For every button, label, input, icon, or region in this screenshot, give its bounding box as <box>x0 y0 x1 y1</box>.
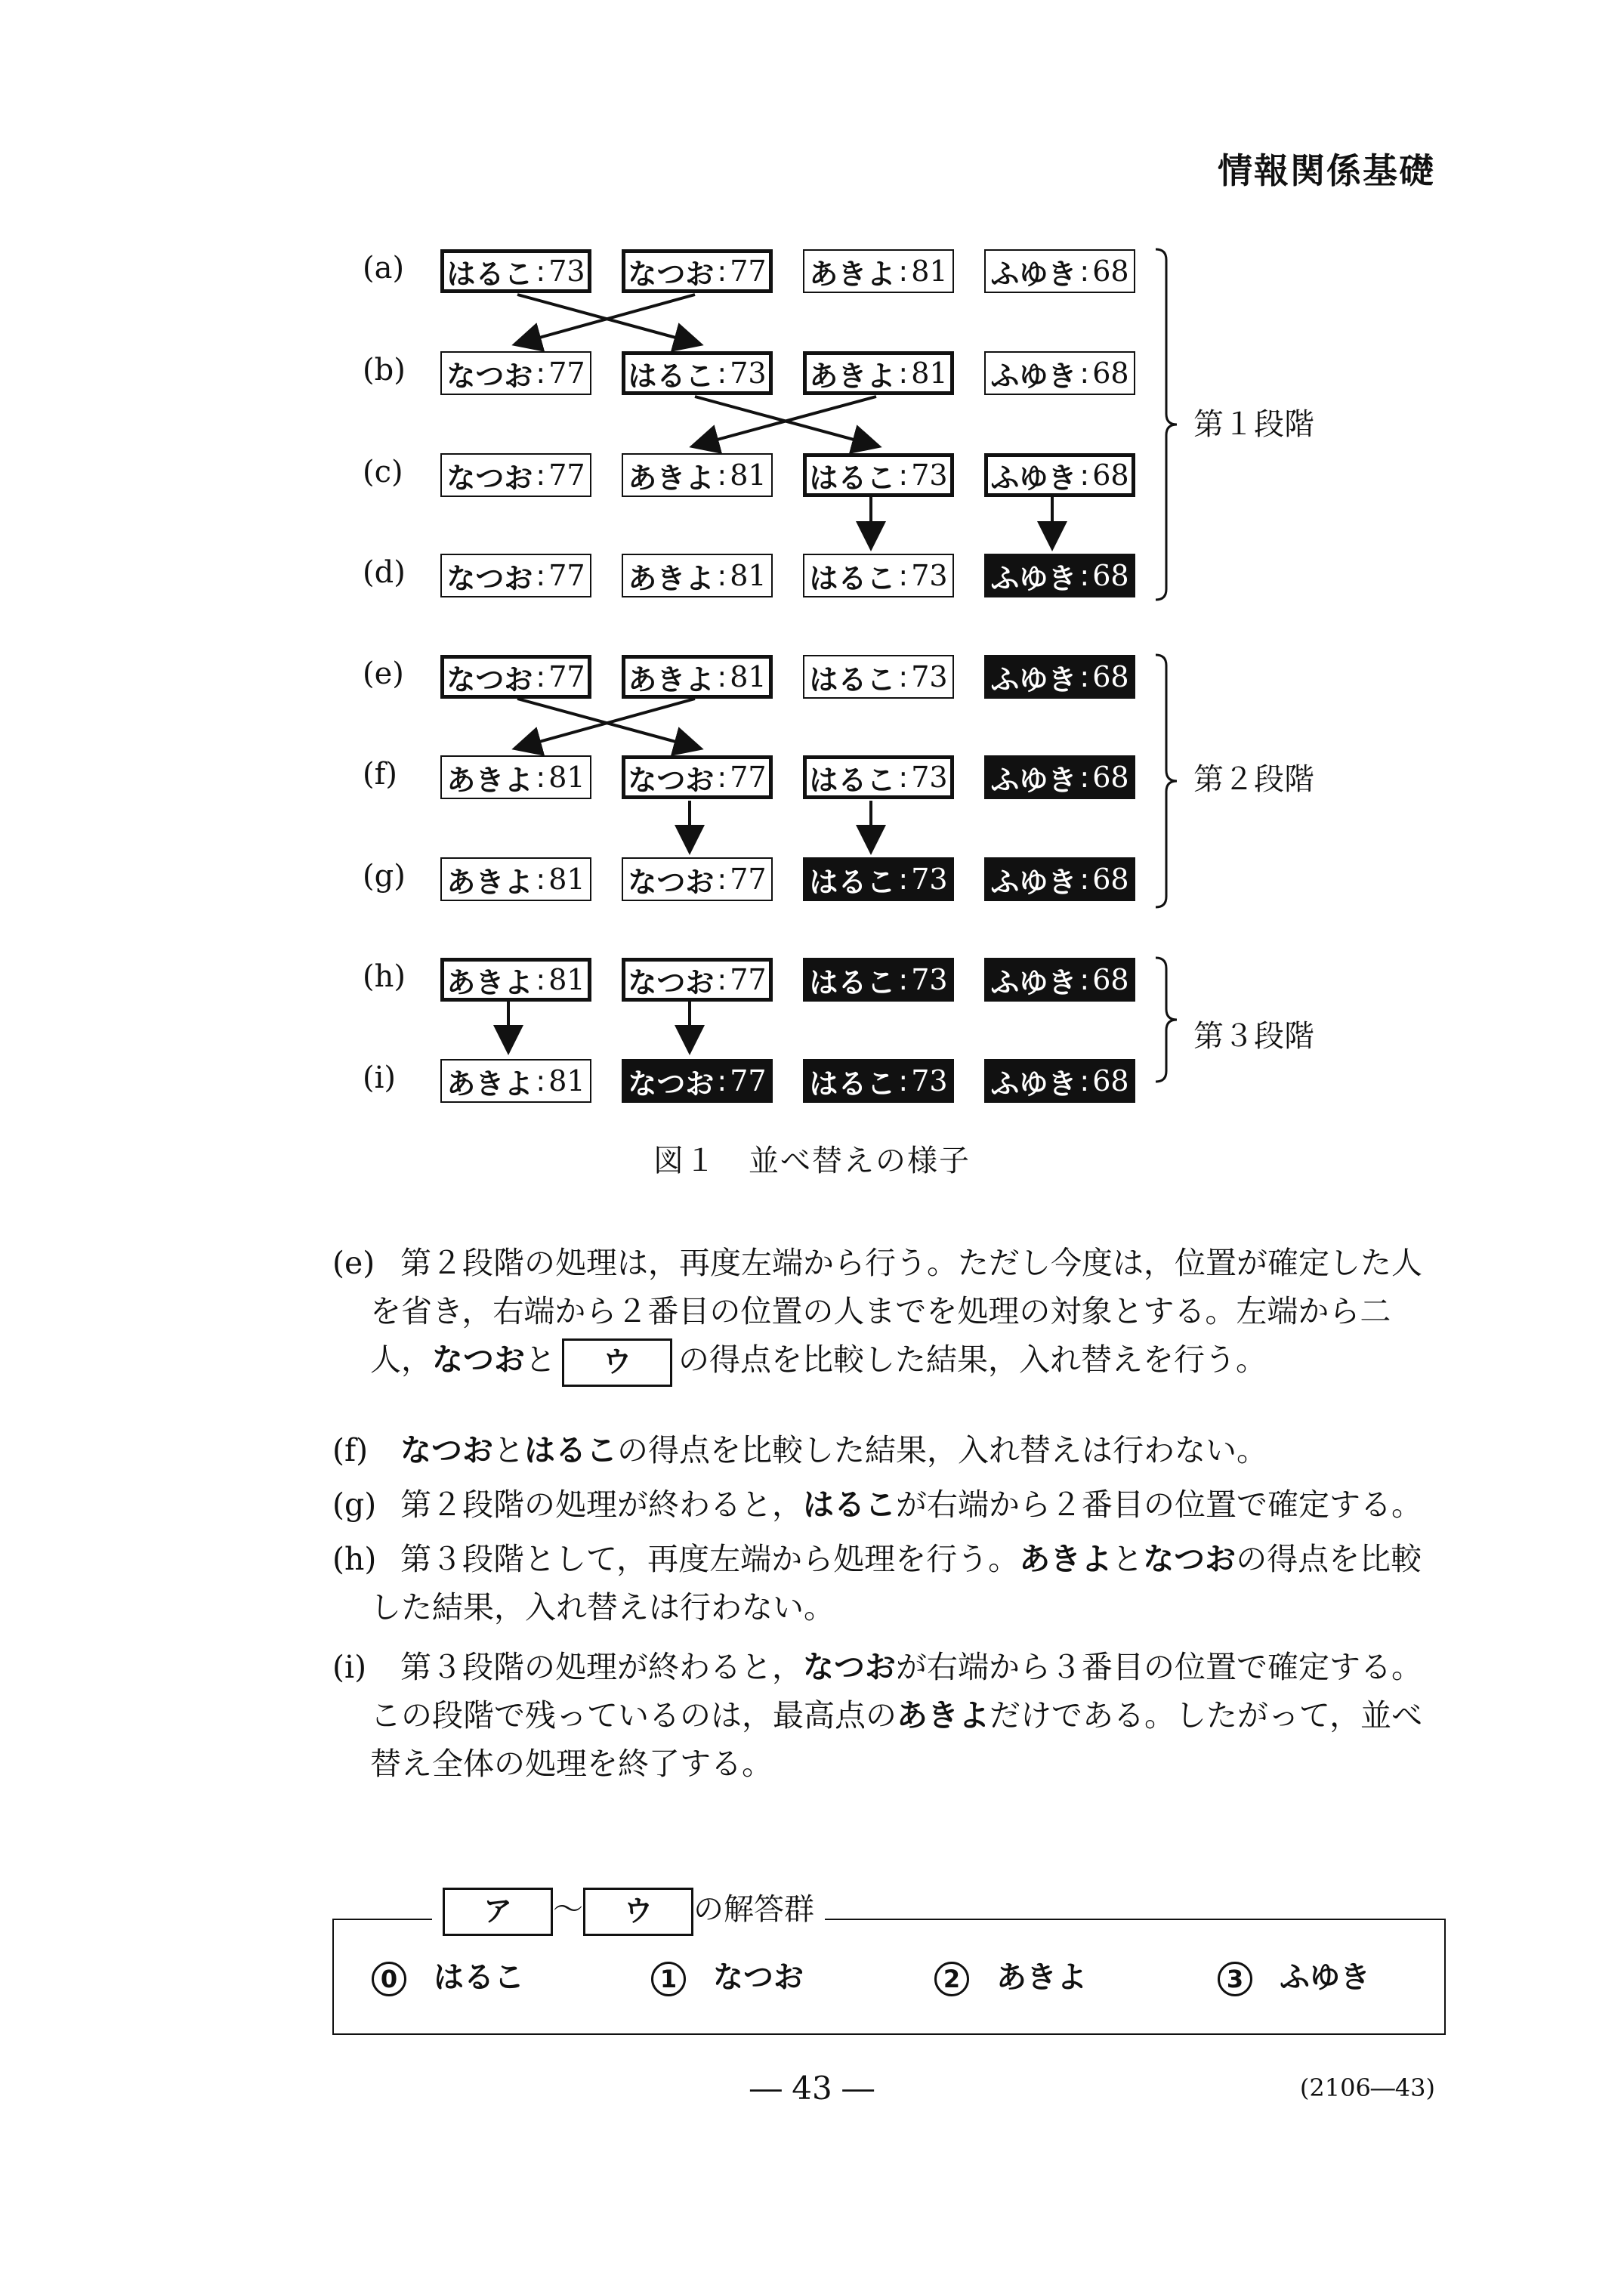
person-name: はるこ <box>809 1067 896 1101</box>
step-text-line3 <box>370 1335 1450 1387</box>
step-text <box>400 1426 1450 1474</box>
step-e <box>332 1239 1450 1387</box>
step-g <box>332 1480 1450 1529</box>
person-score: 77 <box>548 559 585 592</box>
person-name: はるこ <box>809 763 896 797</box>
step-text: 替え全体の処理を終了する。 <box>370 1746 773 1782</box>
person-name: はるこ <box>628 359 715 393</box>
stage-brace <box>1156 655 1177 907</box>
option-number: 1 <box>651 1962 686 1996</box>
separator: : <box>898 458 909 492</box>
step-tag: (i) <box>332 1649 367 1685</box>
person-score: 81 <box>730 559 767 592</box>
person-score: 73 <box>911 761 948 794</box>
bold-name: なつお <box>432 1342 525 1378</box>
person-name: なつお <box>628 865 715 899</box>
person-name: あきよ <box>809 359 896 393</box>
person-score: 77 <box>548 357 585 390</box>
separator: : <box>717 660 727 693</box>
subject-title: 情報関係基礎 <box>1218 150 1435 191</box>
separator: : <box>717 761 727 794</box>
separator: : <box>717 1064 727 1098</box>
person-score: 77 <box>730 1064 767 1098</box>
answer-box-a: ア <box>443 1888 553 1936</box>
row-label: (e) <box>363 656 404 691</box>
person-name: ふゆき <box>990 965 1077 999</box>
bold-name: あきよ <box>1019 1541 1113 1577</box>
person-score: 73 <box>911 660 948 693</box>
step-text <box>370 1691 1450 1740</box>
separator: : <box>1079 458 1090 492</box>
person-name: あきよ <box>446 763 533 797</box>
person-score: 77 <box>548 660 585 693</box>
answer-group <box>332 1892 1446 2035</box>
step-tag: (g) <box>332 1487 377 1523</box>
separator: : <box>898 761 909 794</box>
person-score: 68 <box>1092 863 1129 896</box>
figure-arrows <box>0 0 1624 1133</box>
person-score: 77 <box>730 255 767 288</box>
answer-option-1[interactable] <box>651 1953 804 1996</box>
step-tag: (f) <box>332 1432 369 1468</box>
person-score: 81 <box>548 863 585 896</box>
step-text <box>400 1480 1450 1529</box>
person-name: なつお <box>628 1067 715 1101</box>
person-score: 73 <box>911 963 948 996</box>
person-name: ふゆき <box>990 763 1077 797</box>
person-name: ふゆき <box>990 561 1077 595</box>
answer-box-u: ウ <box>583 1888 693 1936</box>
separator: : <box>717 963 727 996</box>
step-h <box>332 1535 1450 1632</box>
separator: : <box>1079 761 1090 794</box>
row-label: (h) <box>363 959 406 994</box>
person-score: 77 <box>730 761 767 794</box>
person-score: 73 <box>548 255 585 288</box>
option-number: 2 <box>934 1962 969 1996</box>
person-score: 81 <box>548 761 585 794</box>
person-name: はるこ <box>809 561 896 595</box>
separator: : <box>1079 1064 1090 1098</box>
separator: : <box>898 1064 909 1098</box>
person-score: 68 <box>1092 1064 1129 1098</box>
separator: : <box>898 255 909 288</box>
person-name: ふゆき <box>990 257 1077 291</box>
separator: : <box>717 255 727 288</box>
person-score: 73 <box>911 458 948 492</box>
separator: : <box>1079 863 1090 896</box>
bold-name: なつお <box>803 1649 896 1685</box>
person-score: 77 <box>730 863 767 896</box>
separator: : <box>536 559 546 592</box>
row-label: (f) <box>363 757 398 792</box>
separator: : <box>536 458 546 492</box>
separator: : <box>898 963 909 996</box>
bold-name: なつお <box>1143 1541 1237 1577</box>
person-score: 73 <box>911 863 948 896</box>
separator: : <box>1079 963 1090 996</box>
answer-option-2[interactable] <box>934 1953 1087 1996</box>
text-part: が右端から２番目の位置で確定する。 <box>896 1487 1422 1523</box>
tilde: ～ <box>553 1892 583 1927</box>
person-name: ふゆき <box>990 461 1077 495</box>
answer-box-u: ウ <box>562 1338 672 1387</box>
step-tag: (e) <box>332 1245 375 1281</box>
separator: : <box>1079 255 1090 288</box>
text-part: の得点を比較した結果，入れ替えは行わない。 <box>617 1432 1267 1468</box>
person-score: 68 <box>1092 963 1129 996</box>
text-part: 第２段階の処理が終わると， <box>400 1487 803 1523</box>
person-score: 73 <box>730 357 767 390</box>
separator: : <box>536 357 546 390</box>
separator: : <box>898 660 909 693</box>
row-label: (d) <box>363 555 406 590</box>
page-code: (2106―43) <box>1299 2073 1435 2102</box>
answer-group-suffix: の解答群 <box>693 1892 814 1927</box>
separator: : <box>536 761 546 794</box>
person-name: あきよ <box>809 257 896 291</box>
step-text: した結果，入れ替えは行わない。 <box>370 1589 835 1626</box>
separator: : <box>1079 357 1090 390</box>
person-score: 81 <box>911 255 948 288</box>
stage-label-3: 第３段階 <box>1193 1019 1314 1054</box>
person-score: 81 <box>730 660 767 693</box>
person-name: はるこ <box>809 865 896 899</box>
row-label: (i) <box>363 1061 397 1095</box>
person-name: はるこ <box>809 662 896 696</box>
stage-label-1: 第１段階 <box>1193 407 1314 442</box>
separator: : <box>898 357 909 390</box>
person-name: あきよ <box>446 1067 533 1101</box>
person-name: あきよ <box>446 865 533 899</box>
step-f <box>332 1426 1450 1474</box>
person-score: 73 <box>911 1064 948 1098</box>
person-name: はるこ <box>809 461 896 495</box>
step-tag: (h) <box>332 1541 377 1577</box>
person-score: 77 <box>730 963 767 996</box>
text-part: の得点を比較した結果，入れ替えを行う。 <box>678 1342 1267 1378</box>
person-name: あきよ <box>628 461 715 495</box>
stage-label-2: 第２段階 <box>1193 762 1314 797</box>
bold-name: はるこ <box>524 1432 617 1468</box>
separator: : <box>898 863 909 896</box>
person-name: なつお <box>446 359 533 393</box>
person-score: 68 <box>1092 660 1129 693</box>
person-score: 81 <box>730 458 767 492</box>
person-name: あきよ <box>628 561 715 595</box>
option-number: 3 <box>1218 1962 1252 1996</box>
step-text <box>400 1535 1450 1583</box>
person-name: ふゆき <box>990 1067 1077 1101</box>
option-label: はるこ <box>434 1960 524 1995</box>
separator: : <box>536 863 546 896</box>
separator: : <box>1079 559 1090 592</box>
stage-brace <box>1156 958 1177 1082</box>
separator: : <box>717 863 727 896</box>
row-label: (a) <box>363 251 405 286</box>
step-text: を省き，右端から２番目の位置の人までを処理の対象とする。左端から二 <box>370 1293 1391 1329</box>
row-label: (c) <box>363 455 403 489</box>
page-number: ― 43 ― <box>749 2070 875 2107</box>
person-name: ふゆき <box>990 359 1077 393</box>
text-part: と <box>493 1432 524 1468</box>
text-part: が右端から３番目の位置で確定する。 <box>896 1649 1422 1685</box>
text-part: 人， <box>370 1342 432 1378</box>
text-part: 第３段階として，再度左端から処理を行う。 <box>400 1541 1020 1577</box>
text-part: だけである。したがって，並べ <box>990 1697 1423 1734</box>
person-name: なつお <box>628 965 715 999</box>
person-score: 81 <box>911 357 948 390</box>
separator: : <box>536 1064 546 1098</box>
separator: : <box>717 559 727 592</box>
bold-name: はるこ <box>803 1487 896 1523</box>
step-text: 第２段階の処理は，再度左端から行う。ただし今度は，位置が確定した人 <box>400 1245 1422 1281</box>
separator: : <box>1079 660 1090 693</box>
figure-caption: 図１ 並べ替えの様子 <box>653 1144 971 1178</box>
person-name: はるこ <box>809 965 896 999</box>
option-number: 0 <box>372 1962 406 1996</box>
separator: : <box>536 660 546 693</box>
option-label: ふゆき <box>1280 1960 1370 1995</box>
person-score: 68 <box>1092 761 1129 794</box>
separator: : <box>536 255 546 288</box>
person-name: なつお <box>628 763 715 797</box>
answer-group-title <box>432 1885 825 1936</box>
step-text <box>400 1643 1450 1691</box>
person-score: 81 <box>548 963 585 996</box>
row-label: (b) <box>363 353 406 387</box>
person-name: なつお <box>446 461 533 495</box>
person-score: 68 <box>1092 458 1129 492</box>
text-part: と <box>1112 1541 1144 1577</box>
answer-option-3[interactable] <box>1218 1953 1370 1996</box>
text-part: この段階で残っているのは，最高点の <box>370 1697 897 1734</box>
text-part: 第３段階の処理が終わると， <box>400 1649 803 1685</box>
person-score: 73 <box>911 559 948 592</box>
person-score: 68 <box>1092 357 1129 390</box>
person-name: はるこ <box>446 257 533 291</box>
separator: : <box>898 559 909 592</box>
person-name: なつお <box>628 257 715 291</box>
step-i <box>332 1643 1450 1788</box>
person-score: 68 <box>1092 255 1129 288</box>
person-name: なつお <box>446 662 533 696</box>
option-label: なつお <box>713 1960 804 1995</box>
person-name: あきよ <box>446 965 533 999</box>
person-name: あきよ <box>628 662 715 696</box>
bold-name: なつお <box>400 1432 493 1468</box>
separator: : <box>717 458 727 492</box>
text-part: の得点を比較 <box>1236 1541 1422 1577</box>
person-name: ふゆき <box>990 865 1077 899</box>
separator: : <box>536 963 546 996</box>
text-part: と <box>525 1342 556 1378</box>
option-label: あきよ <box>996 1960 1087 1995</box>
separator: : <box>717 357 727 390</box>
stage-brace <box>1156 249 1177 600</box>
person-score: 77 <box>548 458 585 492</box>
person-name: ふゆき <box>990 662 1077 696</box>
person-score: 68 <box>1092 559 1129 592</box>
bold-name: あきよ <box>897 1697 990 1734</box>
row-label: (g) <box>363 859 406 894</box>
person-score: 81 <box>548 1064 585 1098</box>
answer-option-0[interactable] <box>372 1953 524 1996</box>
person-name: なつお <box>446 561 533 595</box>
